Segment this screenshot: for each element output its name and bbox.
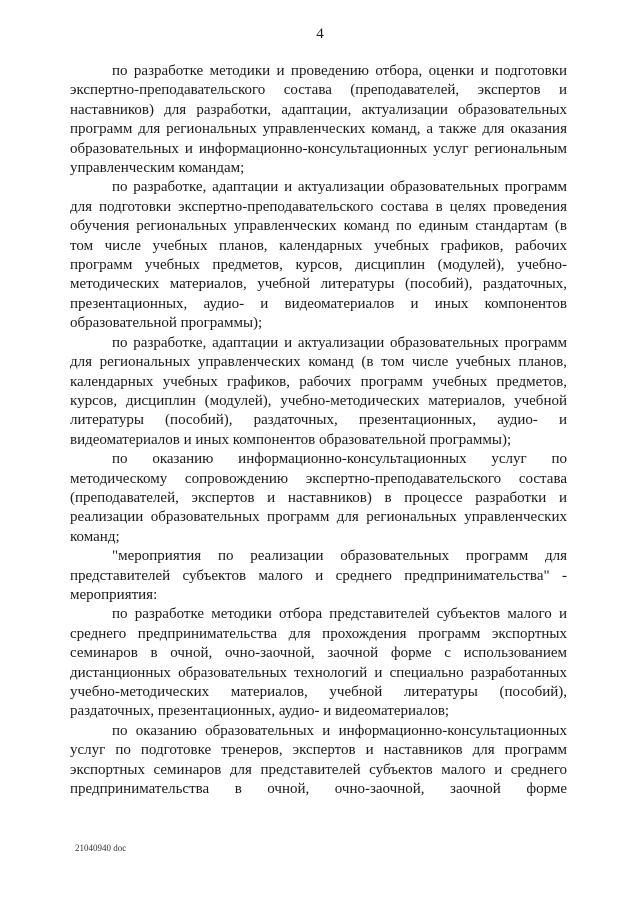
document-code: 21040940 doc — [75, 843, 127, 853]
paragraph: по оказанию образовательных и информационно-консультационных услуг по подготовке тренеров, экспертов и наставников для программ экспортных семинаров для представителей субъектов малого и среднего предпринимательства в очной, очно-заочной, заочной форме — [70, 722, 567, 798]
paragraph: по оказанию информационно-консультационных услуг по методическому сопровождению экспертно-преподавательского состава (преподавателей, экспертов и наставников) в процессе разработки и реализации образовательных программ для региональных управленческих команд; — [70, 451, 567, 545]
document-body — [70, 62, 567, 799]
paragraph: по разработке методики отбора представителей субъектов малого и среднего предпринимательства для прохождения программ экспортных семинаров в очной, очно-заочной, заочной форме с использованием дистанционных образовательных технологий и специально разработанных учебно-методических материалов, учебной литературы (пособий), раздаточных, презентационных, аудио- и видеоматериалов; — [70, 606, 567, 720]
page-number: 4 — [316, 26, 324, 42]
paragraph: по разработке методики и проведению отбора, оценки и подготовки экспертно-преподавательского состава (преподавателей, экспертов и наставников) для разработки, адаптации, актуализации образовательных программ для региональных управленческих команд, а также для оказания образовательных и информационно-консультационных услуг региональным управленческим командам; — [70, 63, 567, 177]
paragraph: по разработке, адаптации и актуализации образовательных программ для подготовки экспертно-преподавательского состава в целях проведения обучения региональных управленческих команд по единым стандартам (в том числе учебных планов, календарных учебных графиков, рабочих программ учебных предметов, курсов, дисциплин (модулей), учебно-методических материалов, учебной литературы (пособий), раздаточных, презентационных, аудио- и видеоматериалов и иных компонентов образовательной программы); — [70, 179, 567, 332]
paragraph: по разработке, адаптации и актуализации образовательных программ для региональных управленческих команд (в том числе учебных планов, календарных учебных графиков, рабочих программ учебных предметов, курсов, дисциплин (модулей), учебно-методических материалов, учебной литературы (пособий), раздаточных, презентационных, аудио- и видеоматериалов и иных компонентов образовательной программы); — [70, 334, 567, 448]
paragraph: "мероприятия по реализации образовательных программ для представителей субъектов малого и среднего предпринимательства" - мероприятия: — [70, 548, 567, 603]
